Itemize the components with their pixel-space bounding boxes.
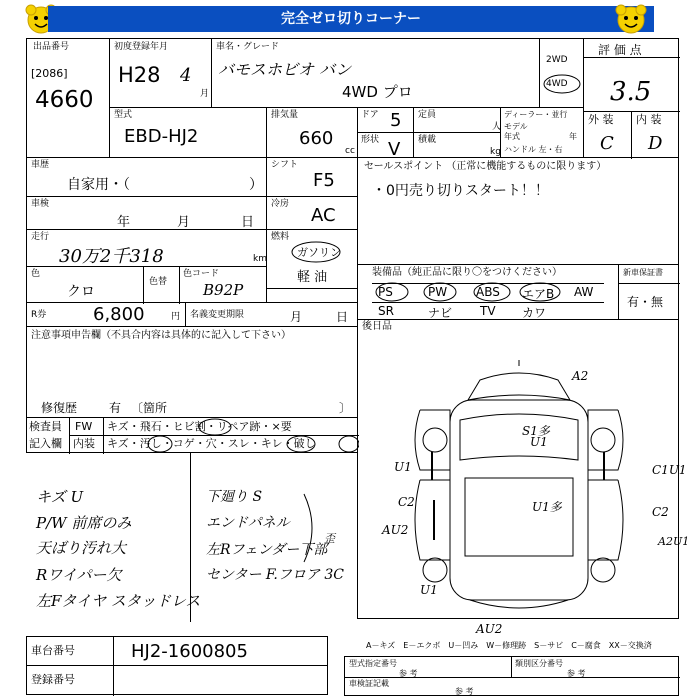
color-label: 色 [31, 269, 41, 279]
footer-ref1: 参 考 [399, 669, 418, 678]
checker-circles-icon [103, 418, 359, 454]
notes-repair-close: 〕 [339, 401, 352, 415]
remark-right-3: 左Rフェンダー下部 [206, 542, 328, 558]
history-value: 自家用・（ [67, 177, 130, 193]
score-ext-label: 外 装 [588, 113, 614, 126]
price-box [26, 302, 186, 327]
color-value: クロ [67, 284, 95, 300]
model-value: EBD-HJ2 [124, 126, 199, 147]
equip-leather: カワ [522, 306, 547, 320]
dealer-line1: ディーラー・並行 [504, 110, 568, 119]
equip-tv: TV [480, 304, 496, 318]
score-value: 3.5 [610, 77, 652, 107]
lot-sub: [2086] [31, 67, 68, 80]
capacity-unit: 人 [492, 122, 502, 132]
warranty-label: 新車保証書 [623, 268, 663, 277]
legend-text: A－キズ E－エクボ U－凹み W－修理跡 S－サビ C－腐食 XX－交換済 [366, 641, 652, 650]
doors-box [357, 107, 414, 133]
diagram-label-3: U1 [530, 435, 548, 449]
remarks-area [26, 452, 358, 622]
notes-repair-label: 修復歴 [41, 401, 78, 415]
score-int-label: 内 装 [636, 113, 662, 126]
diagram-label-4: U1 [394, 460, 412, 474]
drive-box [539, 38, 584, 108]
score-label: 評 価 点 [598, 43, 642, 57]
shape-label: 形状 [361, 135, 380, 145]
price-value: 6,800 [93, 304, 145, 325]
equip-sr: SR [378, 304, 394, 318]
load-unit: kg [490, 147, 501, 157]
doors-label: ドア [361, 110, 379, 120]
equip-abs: ABS [476, 285, 500, 299]
checker-row2-label: 内装 [73, 437, 95, 450]
drive-opt2: 4WD [546, 79, 568, 89]
history-box [26, 157, 267, 197]
checker-box [26, 417, 358, 453]
notice-box [185, 302, 358, 327]
score-ext: C [600, 133, 614, 154]
mileage-label: 走行 [31, 232, 50, 242]
header-title: 完全ゼロ切りコーナー [48, 6, 654, 32]
dealer-year-unit: 年 [569, 132, 577, 141]
remark-right-2: エンドパネル [206, 515, 290, 531]
car-box [211, 38, 540, 108]
equip-pw: PW [428, 285, 448, 299]
ac-box [266, 196, 358, 230]
price-notice-month: 月 [290, 310, 303, 324]
score-box [583, 38, 679, 158]
lot-box [26, 38, 110, 158]
reg-era: H28 [118, 63, 161, 87]
remark-right-1: 下廻り S [206, 489, 263, 505]
remark-left-5: 左Fタイヤ スタッドレス [36, 592, 201, 610]
shift-box [266, 157, 358, 197]
diagram-label-10: U1多 [532, 500, 562, 514]
reg-month: 4 [180, 65, 192, 86]
checker-row1: キズ・飛石・ヒビ割・リペア跡・×要 [107, 420, 292, 433]
color-code: B92P [203, 281, 244, 299]
dealer-line3: 年式 [504, 132, 520, 141]
checker-row1-label: FW [75, 420, 93, 433]
remark-left-3: 天ばり汚れ大 [36, 539, 127, 557]
chassis-box [26, 636, 328, 666]
equip-airbag: エアB [522, 287, 555, 301]
chassis-value: HJ2-1600805 [131, 641, 248, 662]
notes-repair-bracket: 〔箇所 [131, 401, 168, 415]
footer-reg-label: 車検証記載 [349, 679, 389, 688]
capacity-box [413, 107, 501, 133]
sales-label: セールスポイント （正常に機能するものに限ります） [364, 161, 607, 172]
checker-label2: 記入欄 [29, 437, 62, 450]
capacity-label: 定員 [418, 110, 437, 120]
load-label: 積載 [418, 135, 437, 145]
diagram-label-12: AU2 [476, 622, 503, 636]
rear-label: 後日品 [362, 321, 392, 332]
mileage-unit: km [253, 254, 267, 264]
equipment-box [357, 264, 619, 320]
diagram-label-11: U1 [420, 583, 438, 597]
checker-label1: 検査員 [29, 420, 62, 433]
lot-label: 出品番号 [33, 42, 70, 52]
model-label: 型式 [114, 110, 133, 120]
shape-box [357, 132, 414, 158]
car-grade: 4WD プロ [342, 83, 413, 101]
footer-class-label: 類別区分番号 [515, 659, 563, 668]
shift-label: シフト [271, 160, 299, 170]
diagram-label-5: C1U1 [652, 463, 687, 477]
footer-box [344, 656, 679, 696]
equip-navi: ナビ [428, 306, 453, 320]
plate-box [26, 665, 328, 695]
ac-label: 冷房 [271, 199, 290, 209]
equip-ps: PS [378, 285, 393, 299]
inspection-label: 車検 [31, 199, 50, 209]
footer-ref2: 参 考 [567, 669, 586, 678]
displacement-value: 660 [299, 128, 334, 149]
equipment-label: 装備品（純正品に限り〇をつけください） [372, 267, 562, 278]
price-label: R券 [31, 310, 47, 320]
equip-aw: AW [574, 285, 594, 299]
checker-row2: キズ・汚し・コゲ・穴・スレ・キレ・破し [107, 437, 316, 450]
remark-left-2: P/W 前席のみ [36, 514, 132, 532]
warranty-box [618, 264, 679, 320]
car-label: 車名・グレード [216, 42, 280, 52]
price-notice-day: 日 [336, 310, 349, 324]
displacement-unit: cc [345, 146, 355, 156]
displacement-box [266, 107, 358, 158]
remark-left-1: キズ U [36, 488, 84, 506]
reg-label: 初度登録年月 [114, 42, 169, 52]
fuel-circle-icon [291, 240, 341, 264]
drive-opt1: 2WD [546, 55, 568, 65]
fuel-label: 燃料 [271, 232, 290, 242]
sales-box [357, 157, 679, 265]
reg-month-unit: 月 [200, 89, 210, 99]
diagram-label-2: S1多 [522, 424, 550, 438]
drive-circle-icon [542, 72, 582, 96]
inspection-day: 日 [241, 215, 255, 230]
fuel-extra-box [266, 288, 358, 303]
lot-number: 4660 [35, 87, 94, 113]
notes-label: 注意事項申告欄（不具合内容は具体的に記入して下さい） [31, 330, 291, 341]
price-notice-label: 名義変更期限 [190, 310, 245, 320]
fuel-box [266, 229, 358, 289]
car-diagram [360, 360, 678, 625]
fuel-opt1: ガソリン [297, 246, 341, 259]
dealer-box [500, 107, 584, 158]
equipment-circles-icon [368, 282, 568, 304]
color-change-label: 色替 [149, 277, 168, 287]
diagram-label-7: C2 [652, 505, 669, 519]
mileage-box [26, 229, 267, 267]
footer-type-label: 型式指定番号 [349, 659, 397, 668]
color-box [26, 266, 267, 303]
fuel-opt2: 軽 油 [297, 270, 328, 285]
inspection-month: 月 [177, 215, 191, 230]
sales-text: ・0円売り切りスタート！！ [372, 183, 549, 199]
history-label: 車歴 [31, 160, 50, 170]
dealer-line4: ハンドル 左・右 [504, 145, 563, 154]
color-code-label: 色コード [183, 269, 220, 279]
plate-label: 登録番号 [31, 673, 75, 686]
car-name: バモスホビオ バン [218, 60, 352, 79]
price-unit: 円 [171, 312, 181, 322]
diagram-label-9: A2U1 [658, 535, 690, 548]
load-box [413, 132, 501, 158]
displacement-label: 排気量 [271, 110, 299, 120]
chassis-label: 車台番号 [31, 644, 75, 657]
notes-box [26, 326, 358, 418]
remarks-bracket-label: 歪 [324, 532, 335, 545]
inspection-box [26, 196, 267, 230]
reg-box [109, 38, 212, 108]
mascot-right-icon [614, 2, 648, 36]
warranty-value: 有・無 [627, 295, 664, 309]
mileage-value: 30万2千318 [59, 246, 164, 267]
model-box [109, 107, 267, 158]
inspection-year: 年 [117, 215, 131, 230]
footer-ref3: 参 考 [455, 687, 474, 696]
score-int: D [648, 133, 663, 154]
notes-repair-value: 有 [109, 401, 122, 415]
history-close: ） [249, 177, 263, 193]
remark-left-4: Rワイパー欠 [36, 566, 122, 584]
dealer-line2: モデル [504, 122, 528, 131]
remarks-bracket-icon [302, 492, 322, 564]
doors-value: 5 [390, 110, 402, 131]
remark-right-4: センター F.フロア 3C [206, 567, 344, 583]
diagram-label-6: C2 [398, 495, 415, 509]
diagram-label-8: AU2 [382, 523, 409, 537]
ac-value: AC [311, 205, 336, 226]
shift-value: F5 [313, 170, 335, 191]
shape-value: V [388, 139, 401, 160]
diagram-label-1: A2 [572, 369, 589, 383]
